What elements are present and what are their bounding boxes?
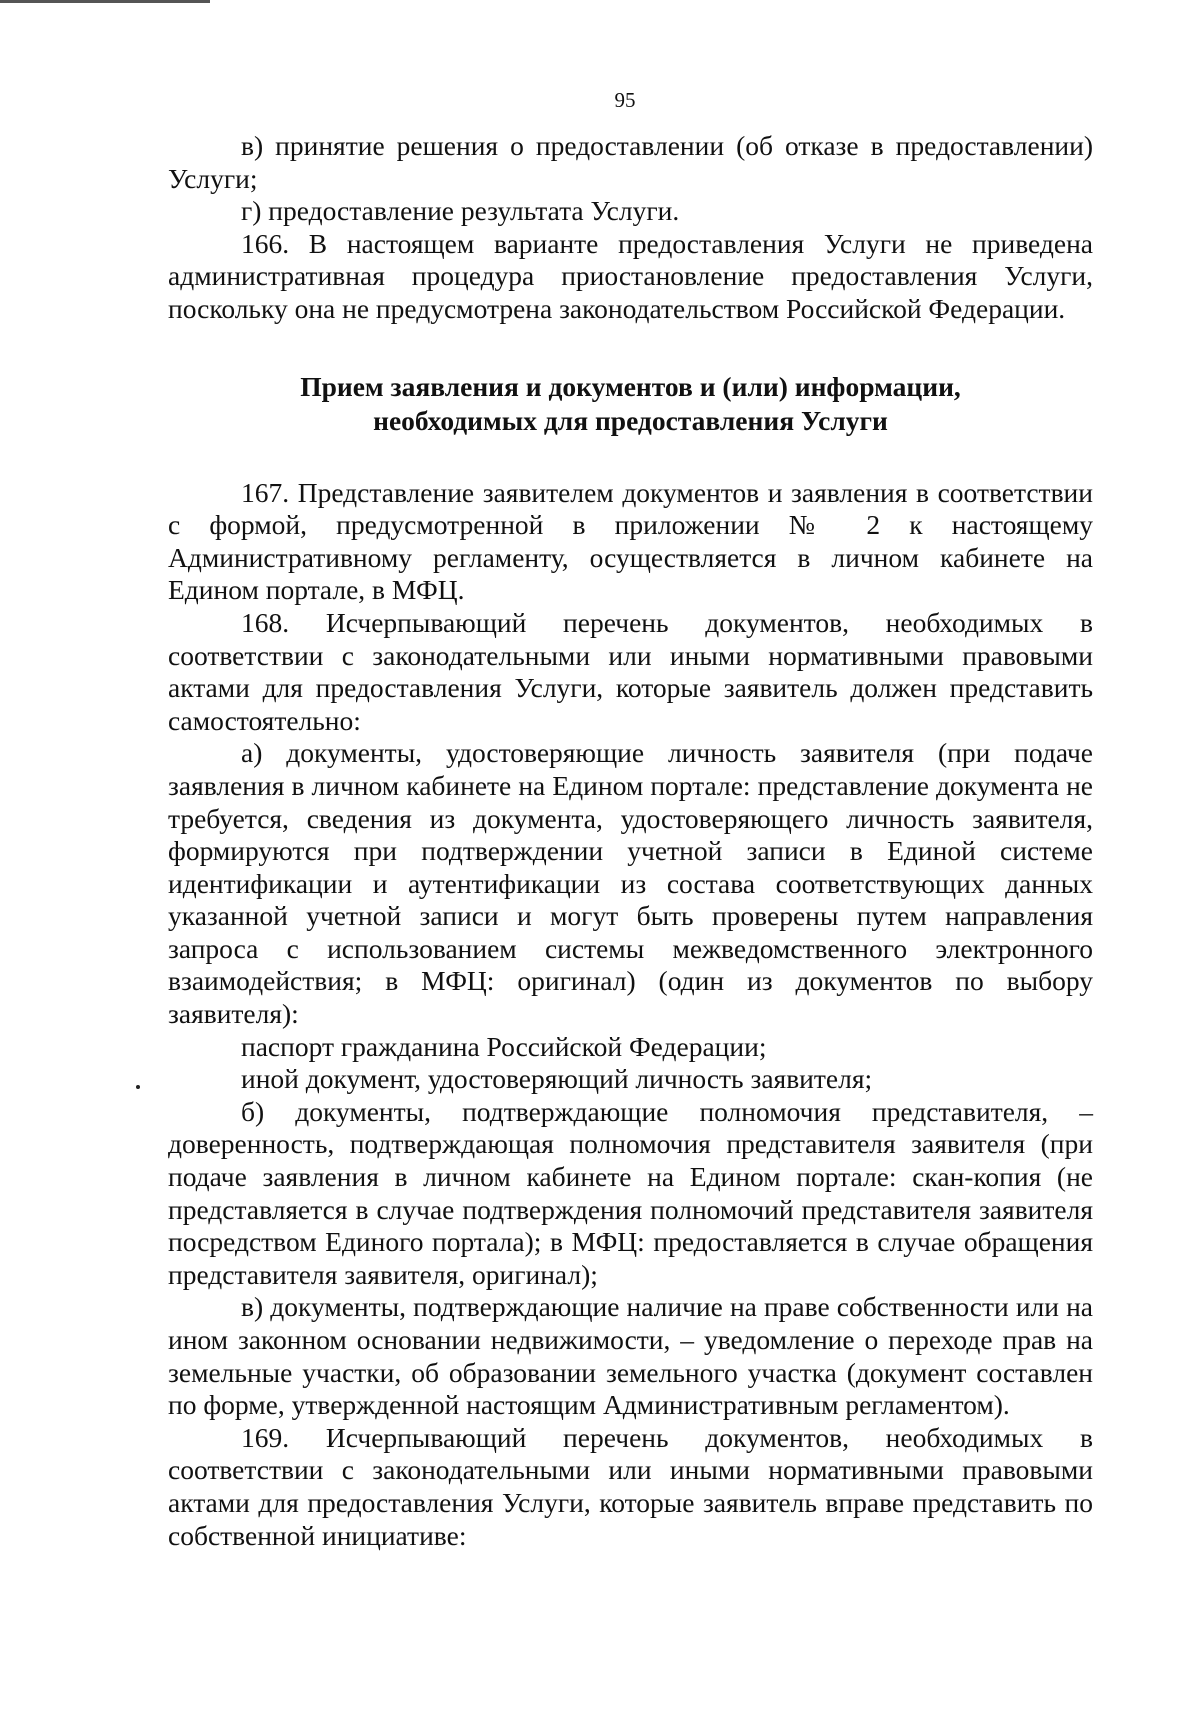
scan-edge-line [0,0,210,3]
scan-artifact-dot [136,1085,140,1089]
paragraph-p168-b: б) документы, подтверждающие полномочия представителя, – доверенность, подтверждающая полномочия представителя заявителя (при подаче заявления в личном кабинете на Едином портале: скан-копия (не представляется в случае подтверждения полномочий представителя заявителя посредством Единого портала); в МФЦ: предоставляется в случае обращения представителя заявителя, оригинал); [168,1095,1093,1290]
paragraph-p168-a: а) документы, удостоверяющие личность заявителя (при подаче заявления в личном кабинете на Едином портале: представление документа не требуется, сведения из документа, удостоверяющего личность заявителя, формируются при подтверждении учетной записи в Единой системе идентификации и аутентификации из состава соответствующих данных указанной учетной записи и могут быть проверены путем направления запроса с использованием системы межведомственного электронного взаимодействия; в МФЦ: оригинал) (один из документов по выбору заявителя): [168,737,1093,1030]
section-heading [168,370,1093,438]
section-before-heading [168,130,1093,326]
section-heading-line-2: необходимых для предоставления Услуги [373,404,888,436]
paragraph-item-g-result: г) предоставление результата Услуги. [241,195,680,227]
section-heading-line-1: Прием заявления и документов и (или) информации, [300,370,961,402]
paragraph-p166: 166. В настоящем варианте предоставления Услуги не приведена административная процедура приостановление предоставления Услуги, поскольку она не предусмотрена законодательством Российской Федерации. [168,227,1093,324]
paragraph-p167: 167. Представление заявителем документов и заявления в соответствии с формой, предусмотренной в приложении № 2 к настоящему Административному регламенту, осуществляется в личном кабинете на Едином портале, в МФЦ. [168,476,1093,606]
paragraph-p168: 168. Исчерпывающий перечень документов, необходимых в соответствии с законодательными или иными нормативными правовыми актами для предоставления Услуги, которые заявитель должен представить самостоятельно: [168,606,1093,736]
paragraph-p169: 169. Исчерпывающий перечень документов, необходимых в соответствии с законодательными или иными нормативными правовыми актами для предоставления Услуги, которые заявитель вправе представить по собственной инициативе: [168,1421,1093,1551]
paragraph-p168-v: в) документы, подтверждающие наличие на праве собственности или на ином законном основании недвижимости, – уведомление о переходе прав на земельные участки, об образовании земельного участка (документ составлен по форме, утвержденной настоящим Административным регламентом). [168,1291,1093,1421]
paragraph-p168-a-passport: паспорт гражданина Российской Федерации; [241,1030,767,1062]
document-body [168,130,1093,1552]
page-number: 95 [614,88,636,112]
paragraph-item-v-decision: в) принятие решения о предоставлении (об отказе в предоставлении) Услуги; [168,130,1093,194]
paragraph-p168-a-other: иной документ, удостоверяющий личность заявителя; [241,1063,873,1095]
section-after-heading [168,477,1093,1553]
